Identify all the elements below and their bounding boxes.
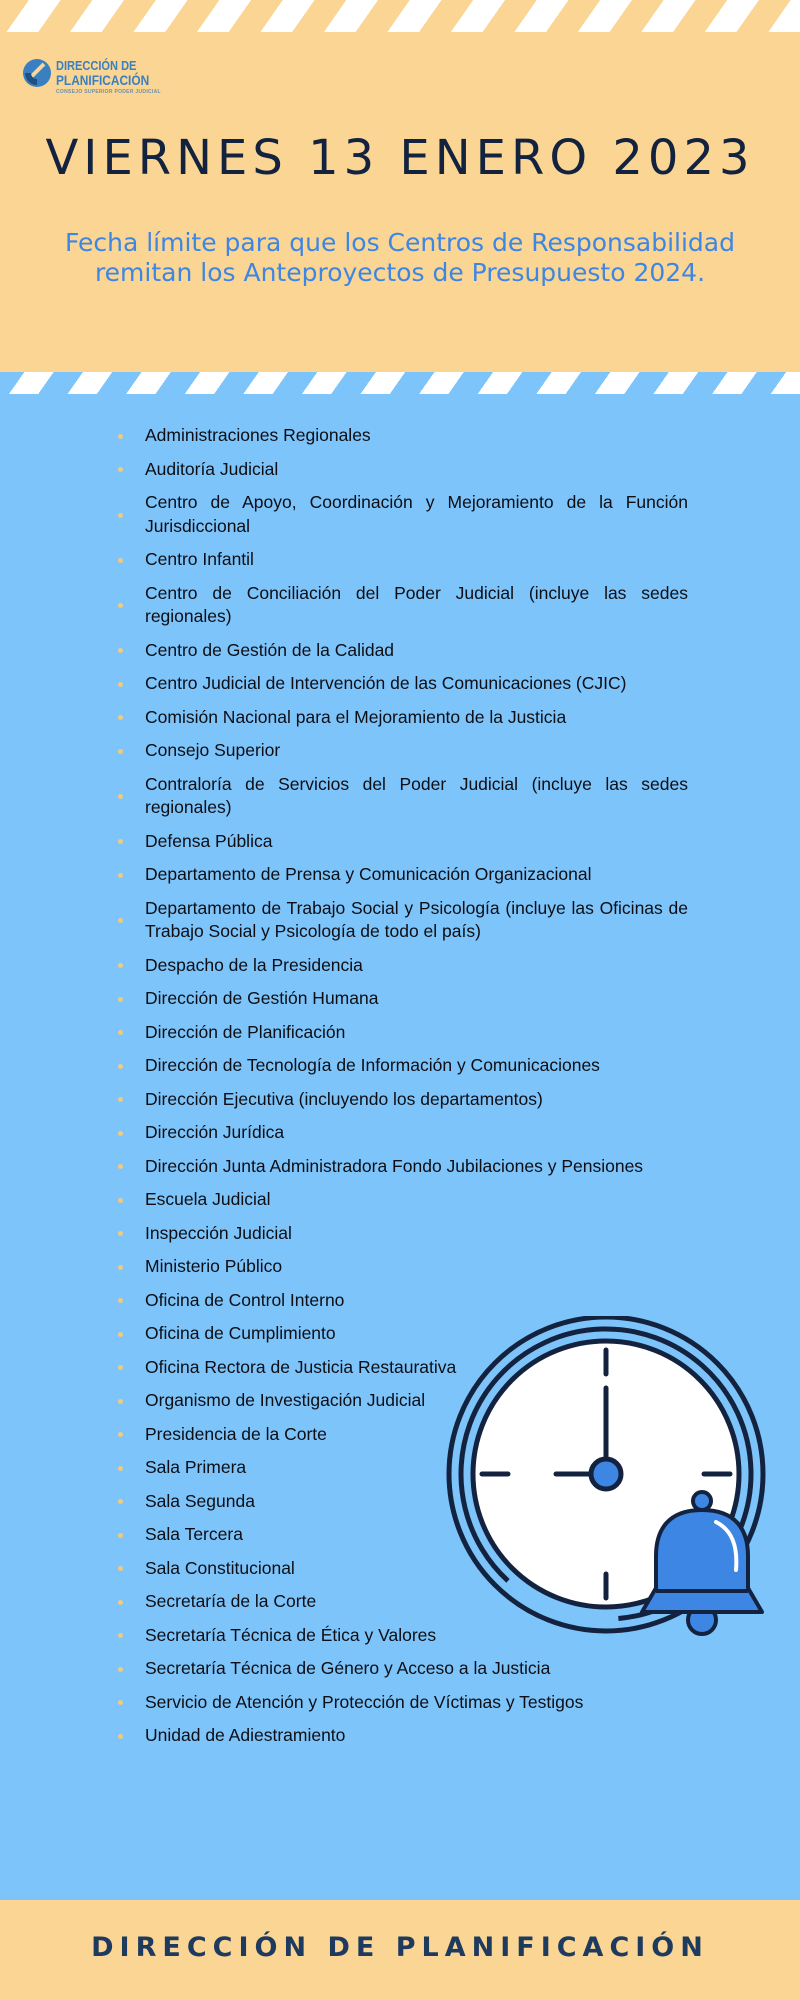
bullet-icon (118, 1566, 123, 1571)
clock-with-bell-icon (446, 1316, 770, 1646)
list-item-label: Oficina de Cumplimiento (145, 1323, 336, 1343)
planificacion-logo (22, 54, 161, 96)
bullet-icon (118, 1332, 123, 1337)
logo-text-line2: PLANIFICACIÓN (56, 72, 150, 88)
list-item-label: Centro Infantil (145, 549, 254, 569)
page-title: VIERNES 13 ENERO 2023 (45, 130, 755, 186)
list-item-label: Oficina de Control Interno (145, 1289, 345, 1310)
bullet-icon (118, 839, 123, 844)
list-item (118, 987, 688, 1011)
list-item-label: Dirección Jurídica (145, 1122, 285, 1142)
bullet-icon (118, 1432, 123, 1437)
list-item (118, 548, 688, 572)
list-item-label: Departamento de Prensa y Comunicación Organizacional (145, 864, 592, 884)
list-item (118, 491, 688, 538)
bullet-icon (118, 1231, 123, 1236)
list-item (118, 639, 688, 663)
bullet-icon (118, 1734, 123, 1739)
page-subtitle: Fecha límite para que los Centros de Responsabilidad remitan los Anteproyectos de Presupuesto 2024. (64, 228, 735, 287)
list-item-label: Secretaría de la Corte (145, 1591, 317, 1611)
list-item (118, 739, 688, 763)
list-item (118, 830, 688, 854)
list-item-label: Dirección Ejecutiva (incluyendo los departamentos) (145, 1088, 543, 1109)
bullet-icon (118, 1667, 123, 1672)
bullet-icon (118, 1499, 123, 1504)
list-item-label: Centro de Gestión de la Calidad (145, 639, 395, 660)
list-item-label: Defensa Pública (145, 830, 273, 851)
footer-title: DIRECCIÓN DE PLANIFICACIÓN (91, 1932, 709, 1963)
list-item-label: Dirección de Planificación (145, 1021, 346, 1042)
list-item-label: Ministerio Público (145, 1256, 283, 1276)
list-item (118, 706, 688, 730)
list-item (118, 1121, 688, 1145)
list-item-label: Servicio de Atención y Protección de Víctimas y Testigos (145, 1691, 584, 1712)
list-item-label: Inspección Judicial (145, 1222, 292, 1243)
list-item-label: Sala Constitucional (145, 1557, 295, 1578)
list-item-label: Presidencia de la Corte (145, 1423, 327, 1444)
list-item-label: Escuela Judicial (145, 1189, 271, 1209)
bullet-icon (118, 1164, 123, 1169)
bullet-icon (118, 513, 123, 518)
list-item (118, 773, 688, 820)
list-item (118, 1724, 688, 1748)
list-item-label: Auditoría Judicial (145, 458, 279, 479)
list-item (118, 672, 688, 696)
list-item (118, 1188, 688, 1212)
list-item (118, 1088, 688, 1112)
list-item (118, 863, 688, 887)
footer-section (0, 1900, 800, 2000)
list-item-label: Secretaría Técnica de Género y Acceso a la Justicia (145, 1658, 551, 1678)
list-item-label: Centro Judicial de Intervención de las Comunicaciones (CJIC) (145, 673, 627, 693)
header-section (0, 32, 800, 372)
list-item-label: Despacho de la Presidencia (145, 954, 363, 975)
list-item (118, 1691, 688, 1715)
planificacion-logo-mark-icon (22, 58, 52, 88)
bullet-icon (118, 648, 123, 653)
bullet-icon (118, 1466, 123, 1471)
list-item-label: Dirección Junta Administradora Fondo Jubilaciones y Pensiones (145, 1155, 644, 1176)
list-item (118, 1021, 688, 1045)
list-item (118, 1657, 688, 1681)
list-item-label: Contraloría de Servicios del Poder Judicial (incluye las sedes regionales) (145, 773, 688, 817)
list-item (118, 1155, 688, 1179)
list-item-label: Sala Tercera (145, 1524, 243, 1544)
bullet-icon (118, 963, 123, 968)
bullet-icon (118, 1633, 123, 1638)
bullet-icon (118, 1365, 123, 1370)
list-item-label: Dirección de Tecnología de Información y Comunicaciones (145, 1055, 600, 1075)
list-item-label: Centro de Apoyo, Coordinación y Mejoramiento de la Función Jurisdiccional (145, 492, 688, 536)
bullet-icon (118, 918, 123, 923)
bullet-icon (118, 1030, 123, 1035)
bullet-icon (118, 1533, 123, 1538)
bullet-icon (118, 1198, 123, 1203)
middle-stripe-divider (0, 372, 800, 394)
list-item (118, 582, 688, 629)
bullet-icon (118, 1399, 123, 1404)
bullet-icon (118, 715, 123, 720)
list-item (118, 1054, 688, 1078)
list-item-label: Organismo de Investigación Judicial (145, 1390, 426, 1410)
list-item-label: Consejo Superior (145, 740, 281, 760)
bullet-icon (118, 794, 123, 799)
list-item (118, 1222, 688, 1246)
list-item-label: Oficina Rectora de Justicia Restaurativa (145, 1356, 457, 1377)
list-item-label: Unidad de Adiestramiento (145, 1725, 346, 1745)
bullet-icon (118, 1064, 123, 1069)
list-item (118, 954, 688, 978)
list-item (118, 458, 688, 482)
list-item-label: Secretaría Técnica de Ética y Valores (145, 1624, 437, 1645)
logo-text-line3: CONSEJO SUPERIOR PODER JUDICIAL (56, 89, 161, 95)
list-item-label: Dirección de Gestión Humana (145, 988, 379, 1008)
list-item-label: Departamento de Trabajo Social y Psicología (incluye las Oficinas de Trabajo Social y Psicología de todo el país) (145, 897, 688, 941)
list-item-label: Administraciones Regionales (145, 425, 371, 445)
bullet-icon (118, 1097, 123, 1102)
bullet-icon (118, 558, 123, 563)
bullet-icon (118, 1600, 123, 1605)
list-item (118, 1289, 688, 1313)
bullet-icon (118, 467, 123, 472)
bullet-icon (118, 1131, 123, 1136)
bullet-icon (118, 434, 123, 439)
list-item (118, 897, 688, 944)
logo-text-line1: DIRECCIÓN DE (56, 58, 137, 73)
bullet-icon (118, 603, 123, 608)
bullet-icon (118, 997, 123, 1002)
list-item-label: Sala Segunda (145, 1490, 255, 1511)
top-stripe-border (0, 0, 800, 32)
bullet-icon (118, 682, 123, 687)
list-item-label: Comisión Nacional para el Mejoramiento de la Justicia (145, 706, 567, 727)
bullet-icon (118, 1700, 123, 1705)
bullet-icon (118, 1298, 123, 1303)
bullet-icon (118, 749, 123, 754)
list-item (118, 424, 688, 448)
list-item-label: Centro de Conciliación del Poder Judicial (incluye las sedes regionales) (145, 582, 688, 626)
bullet-icon (118, 873, 123, 878)
bullet-icon (118, 1265, 123, 1270)
list-item (118, 1255, 688, 1279)
list-item-label: Sala Primera (145, 1457, 247, 1477)
